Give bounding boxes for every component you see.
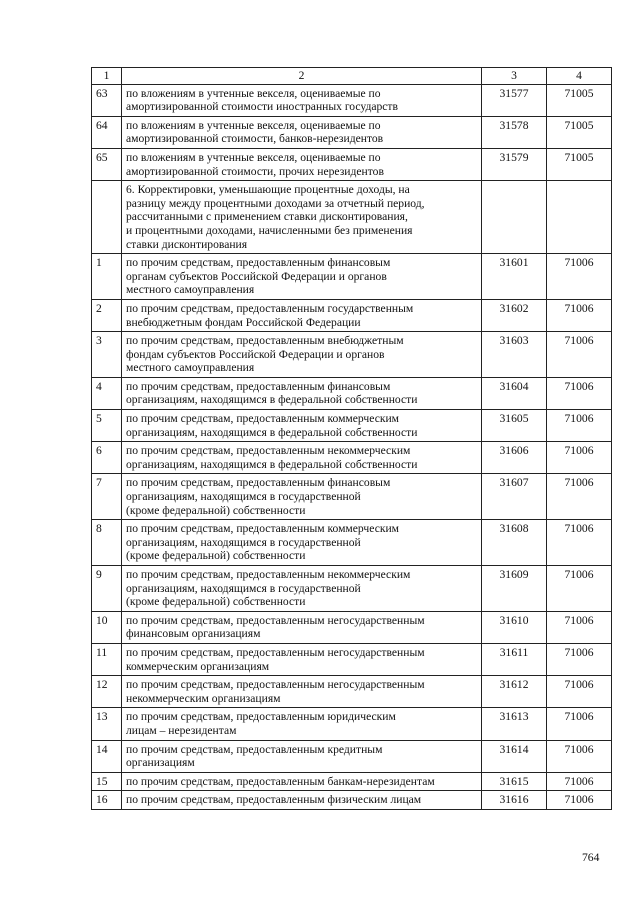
- table-row: [92, 708, 612, 740]
- row-description: по прочим средствам, предоставленным внебюджетным фондам субъектов Российской Федерации и органов местного самоуправления: [122, 332, 482, 378]
- row-description: по прочим средствам, предоставленным государственным внебюджетным фондам Российской Федерации: [122, 299, 482, 331]
- row-account-code: 31615: [482, 772, 547, 791]
- row-account-code: 31612: [482, 676, 547, 708]
- row-symbol-code: 71006: [547, 708, 612, 740]
- table-row: [92, 474, 612, 520]
- row-number: 9: [92, 566, 122, 612]
- table-row: [92, 148, 612, 180]
- table-row: [92, 299, 612, 331]
- header-cell-1: 1: [92, 68, 122, 85]
- row-symbol-code: 71006: [547, 566, 612, 612]
- row-symbol-code: 71006: [547, 254, 612, 300]
- row-number: 5: [92, 410, 122, 442]
- row-number: 6: [92, 442, 122, 474]
- row-number: 2: [92, 299, 122, 331]
- row-account-code: 31577: [482, 84, 547, 116]
- row-description: по прочим средствам, предоставленным некоммерческим организациям, находящимся в федеральной собственности: [122, 442, 482, 474]
- row-account-code: 31608: [482, 520, 547, 566]
- row-symbol-code: 71006: [547, 474, 612, 520]
- table-row: [92, 520, 612, 566]
- header-cell-4: 4: [547, 68, 612, 85]
- header-cell-2: 2: [122, 68, 482, 85]
- row-number: 63: [92, 84, 122, 116]
- table-row: [92, 643, 612, 675]
- table-row: [92, 611, 612, 643]
- row-number: 15: [92, 772, 122, 791]
- row-description: по прочим средствам, предоставленным некоммерческим организациям, находящимся в государственной (кроме федеральной) собственности: [122, 566, 482, 612]
- row-number: 13: [92, 708, 122, 740]
- row-number: 4: [92, 377, 122, 409]
- row-account-code: [482, 181, 547, 254]
- table-row: [92, 332, 612, 378]
- row-description: по прочим средствам, предоставленным кредитным организациям: [122, 740, 482, 772]
- row-symbol-code: 71005: [547, 148, 612, 180]
- row-symbol-code: 71005: [547, 84, 612, 116]
- row-symbol-code: 71006: [547, 791, 612, 810]
- row-number: 3: [92, 332, 122, 378]
- row-account-code: 31578: [482, 116, 547, 148]
- row-description: по прочим средствам, предоставленным финансовым организациям, находящимся в государственной (кроме федеральной) собственности: [122, 474, 482, 520]
- row-description: по прочим средствам, предоставленным финансовым организациям, находящимся в федеральной собственности: [122, 377, 482, 409]
- row-symbol-code: 71006: [547, 676, 612, 708]
- table-row: [92, 116, 612, 148]
- row-description: по прочим средствам, предоставленным коммерческим организациям, находящимся в федеральной собственности: [122, 410, 482, 442]
- row-number: 64: [92, 116, 122, 148]
- row-account-code: 31601: [482, 254, 547, 300]
- row-account-code: 31579: [482, 148, 547, 180]
- row-description: по прочим средствам, предоставленным коммерческим организациям, находящимся в государственной (кроме федеральной) собственности: [122, 520, 482, 566]
- row-description: по прочим средствам, предоставленным юридическим лицам – нерезидентам: [122, 708, 482, 740]
- row-number: 12: [92, 676, 122, 708]
- header-row: [92, 68, 612, 85]
- row-number: 7: [92, 474, 122, 520]
- row-number: [92, 181, 122, 254]
- row-description: по прочим средствам, предоставленным финансовым органам субъектов Российской Федерации и органов местного самоуправления: [122, 254, 482, 300]
- row-account-code: 31609: [482, 566, 547, 612]
- row-account-code: 31604: [482, 377, 547, 409]
- row-number: 11: [92, 643, 122, 675]
- table-row: [92, 442, 612, 474]
- accounts-table: [91, 67, 612, 810]
- row-description: по вложениям в учтенные векселя, оцениваемые по амортизированной стоимости, банков-нерезидентов: [122, 116, 482, 148]
- row-symbol-code: 71006: [547, 611, 612, 643]
- table-body: [92, 68, 612, 810]
- row-number: 10: [92, 611, 122, 643]
- table-row: [92, 676, 612, 708]
- row-symbol-code: 71006: [547, 410, 612, 442]
- row-description: по прочим средствам, предоставленным негосударственным некоммерческим организациям: [122, 676, 482, 708]
- table-row: [92, 410, 612, 442]
- row-description: по прочим средствам, предоставленным негосударственным коммерческим организациям: [122, 643, 482, 675]
- row-account-code: 31613: [482, 708, 547, 740]
- row-number: 8: [92, 520, 122, 566]
- table-row: [92, 84, 612, 116]
- row-symbol-code: 71006: [547, 332, 612, 378]
- row-number: 1: [92, 254, 122, 300]
- row-account-code: 31603: [482, 332, 547, 378]
- row-account-code: 31611: [482, 643, 547, 675]
- table-row: [92, 740, 612, 772]
- table-row: [92, 772, 612, 791]
- row-account-code: 31605: [482, 410, 547, 442]
- row-number: 65: [92, 148, 122, 180]
- page-number: 764: [582, 851, 600, 864]
- row-symbol-code: [547, 181, 612, 254]
- row-description: по вложениям в учтенные векселя, оцениваемые по амортизированной стоимости иностранных государств: [122, 84, 482, 116]
- row-symbol-code: 71006: [547, 520, 612, 566]
- row-symbol-code: 71006: [547, 643, 612, 675]
- table-row: [92, 791, 612, 810]
- table-row: [92, 377, 612, 409]
- row-symbol-code: 71006: [547, 442, 612, 474]
- table-row: [92, 566, 612, 612]
- row-symbol-code: 71006: [547, 299, 612, 331]
- row-symbol-code: 71006: [547, 740, 612, 772]
- row-account-code: 31614: [482, 740, 547, 772]
- row-account-code: 31602: [482, 299, 547, 331]
- table-row: [92, 181, 612, 254]
- row-symbol-code: 71006: [547, 377, 612, 409]
- row-symbol-code: 71005: [547, 116, 612, 148]
- row-symbol-code: 71006: [547, 772, 612, 791]
- row-description: 6. Корректировки, уменьшающие процентные доходы, на разницу между процентными доходами за отчетный период, рассчитанными с применением ставки дисконтирования, и процентными доходами, начисленными без применения ставки дисконтирования: [122, 181, 482, 254]
- row-description: по прочим средствам, предоставленным негосударственным финансовым организациям: [122, 611, 482, 643]
- row-account-code: 31610: [482, 611, 547, 643]
- row-description: по прочим средствам, предоставленным банкам-нерезидентам: [122, 772, 482, 791]
- row-account-code: 31616: [482, 791, 547, 810]
- row-number: 16: [92, 791, 122, 810]
- table-row: [92, 254, 612, 300]
- row-account-code: 31606: [482, 442, 547, 474]
- row-number: 14: [92, 740, 122, 772]
- row-description: по прочим средствам, предоставленным физическим лицам: [122, 791, 482, 810]
- row-description: по вложениям в учтенные векселя, оцениваемые по амортизированной стоимости, прочих нерезидентов: [122, 148, 482, 180]
- header-cell-3: 3: [482, 68, 547, 85]
- row-account-code: 31607: [482, 474, 547, 520]
